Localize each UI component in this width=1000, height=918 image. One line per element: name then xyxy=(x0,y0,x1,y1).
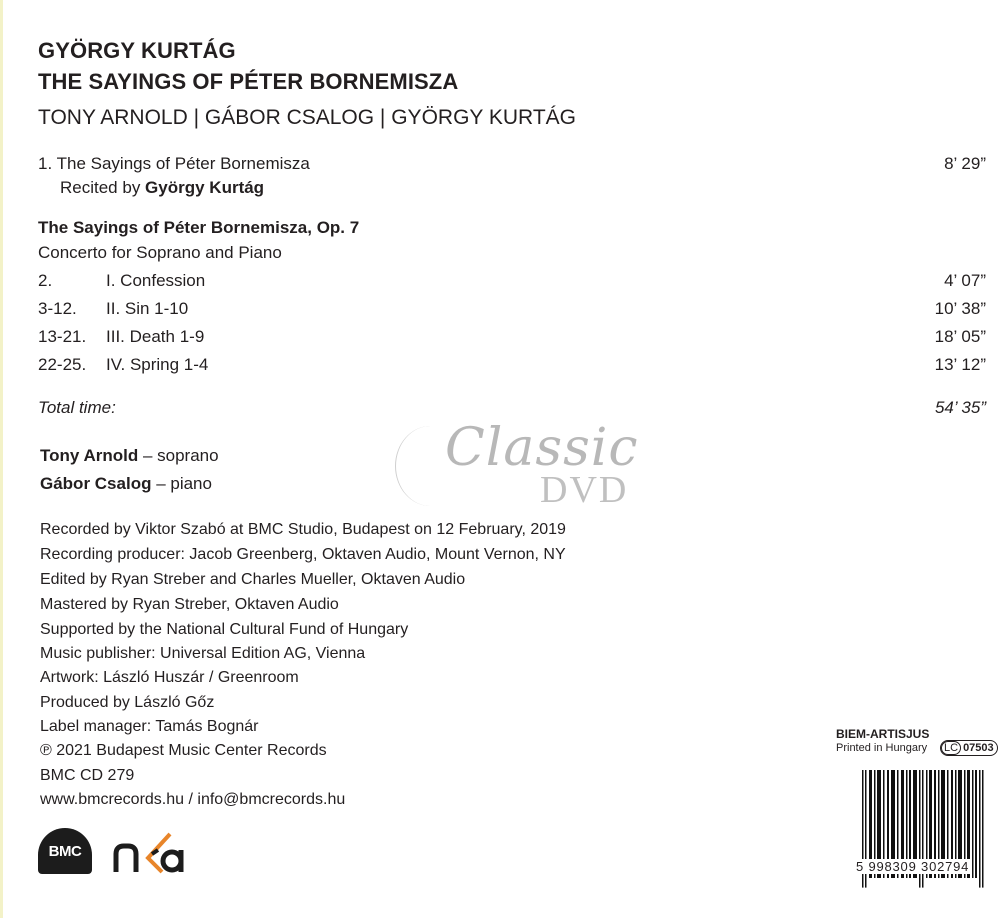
nka-logo xyxy=(112,828,192,874)
watermark-classic: Classic xyxy=(445,418,639,478)
left-edge-strip xyxy=(0,0,3,918)
watermark-arc xyxy=(395,426,466,506)
movement-number: 2. xyxy=(38,271,53,290)
composer-heading: GYÖRGY KURTÁG xyxy=(38,38,236,63)
credit-line: Mastered by Ryan Streber, Oktaven Audio xyxy=(40,596,339,613)
credit-line: BMC CD 279 xyxy=(40,767,135,784)
credit-line: Recording producer: Jacob Greenberg, Oktaven Audio, Mount Vernon, NY xyxy=(40,546,566,563)
performers-line: TONY ARNOLD | GÁBOR CSALOG | GYÖRGY KURTÁG xyxy=(38,106,576,129)
credit-line: Music publisher: Universal Edition AG, Vienna xyxy=(40,645,366,662)
printed-in: Printed in Hungary xyxy=(836,742,928,754)
track-1 xyxy=(38,154,310,174)
credit-line: Recorded by Viktor Szabó at BMC Studio, Budapest on 12 February, 2019 xyxy=(40,521,566,538)
label-code-badge xyxy=(940,740,998,756)
movement-number: 13-21. xyxy=(38,327,87,346)
movement-duration: 4’ 07” xyxy=(944,271,986,290)
artist-row xyxy=(40,474,212,494)
movement-row xyxy=(38,299,188,319)
movement-row xyxy=(38,271,205,291)
credit-line: Produced by László Gőz xyxy=(40,694,215,711)
rights-org: BIEM-ARTISJUS xyxy=(836,727,930,741)
movement-title: I. Confession xyxy=(106,271,206,290)
credit-line: Label manager: Tamás Bognár xyxy=(40,718,259,735)
recited-prefix: Recited by xyxy=(60,178,146,197)
credit-line: Artwork: László Huszár / Greenroom xyxy=(40,669,299,686)
work-subtitle: Concerto for Soprano and Piano xyxy=(38,243,282,262)
credit-line: ℗ 2021 Budapest Music Center Records xyxy=(40,742,327,759)
track-1-duration: 8’ 29” xyxy=(944,154,986,173)
movement-duration: 18’ 05” xyxy=(934,327,986,346)
movement-number: 3-12. xyxy=(38,299,77,318)
movement-row xyxy=(38,355,208,375)
classic-dvd-watermark xyxy=(395,418,655,518)
barcode-number: 5 998309 302794 xyxy=(856,859,970,874)
lc-tag: LC xyxy=(941,741,961,755)
total-time-value: 54’ 35” xyxy=(934,398,986,417)
credit-line: Supported by the National Cultural Fund of Hungary xyxy=(40,621,409,638)
bmc-logo: BMC xyxy=(38,828,92,874)
movement-duration: 13’ 12” xyxy=(934,355,986,374)
credit-line: Edited by Ryan Streber and Charles Mueller, Oktaven Audio xyxy=(40,571,466,588)
track-title: The Sayings of Péter Bornemisza xyxy=(56,154,310,173)
work-title: The Sayings of Péter Bornemisza, Op. 7 xyxy=(38,218,360,237)
artist-role: – soprano xyxy=(138,446,219,465)
artist-name: Tony Arnold xyxy=(40,446,139,465)
artist-row xyxy=(40,446,219,466)
artist-name: Gábor Csalog xyxy=(40,474,152,493)
artist-role: – piano xyxy=(151,474,212,493)
reciter-name: György Kurtág xyxy=(145,178,265,197)
movement-title: IV. Spring 1-4 xyxy=(106,355,209,374)
movement-row xyxy=(38,327,204,347)
movement-title: III. Death 1-9 xyxy=(106,327,205,346)
track-number: 1. xyxy=(38,154,53,173)
movement-title: II. Sin 1-10 xyxy=(106,299,189,318)
movement-number: 22-25. xyxy=(38,355,87,374)
album-title: THE SAYINGS OF PÉTER BORNEMISZA xyxy=(38,69,459,94)
recited-by xyxy=(60,178,264,198)
lc-code: 07503 xyxy=(963,742,994,754)
website-line: www.bmcrecords.hu / info@bmcrecords.hu xyxy=(40,791,346,808)
watermark-dvd: DVD xyxy=(540,469,629,511)
movement-duration: 10’ 38” xyxy=(934,299,986,318)
total-time-label: Total time: xyxy=(38,398,116,417)
